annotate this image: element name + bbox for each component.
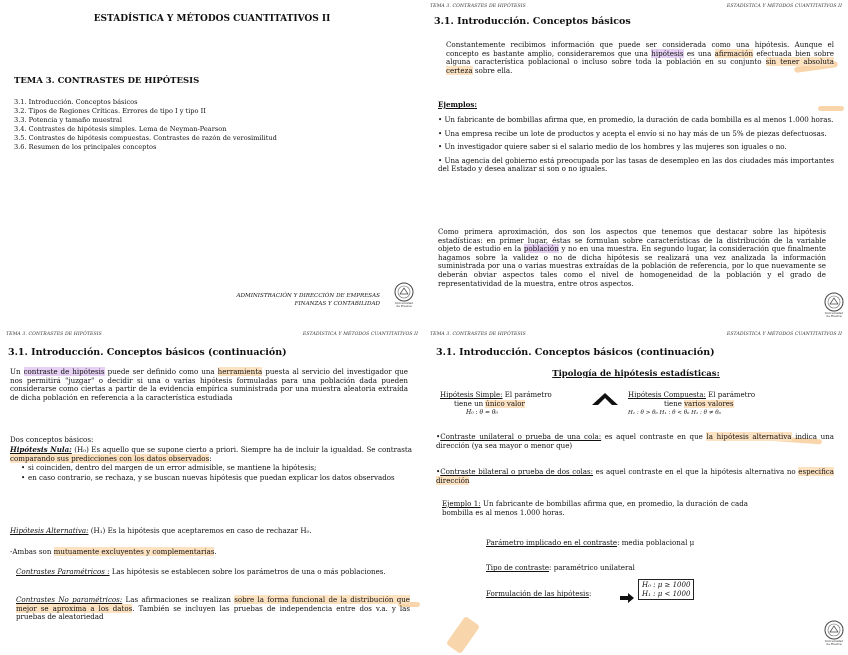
highlight-unico: único valor (485, 399, 525, 408)
slide-title: 3.1. Introducción. Conceptos básicos (continuación) (8, 347, 287, 358)
parametro-line: Parámetro implicado en el contraste: media poblacional μ (486, 538, 695, 547)
course-title: ESTADÍSTICA Y MÉTODOS CUANTITATIVOS II (93, 14, 331, 24)
footer-line-2: FINANZAS Y CONTABILIDAD (294, 301, 380, 307)
table-of-contents (14, 98, 277, 152)
header-right: ESTADÍSTICA Y MÉTODOS CUANTITATIVOS II (726, 332, 842, 337)
example-1: Ejemplo 1: Un fabricante de bombillas afirma que, en promedio, la duración de cada bombilla es al menos 1.000 horas. (442, 499, 748, 517)
slide-1-cover (0, 0, 424, 327)
intro-text: es una (683, 48, 715, 58)
dos-conceptos: Dos conceptos básicos: (10, 435, 94, 444)
right-arrow-icon (620, 588, 634, 607)
intro-paragraph (446, 41, 834, 75)
h0-formula: H₀ : μ ≥ 1000 (642, 581, 691, 589)
slide-2-intro (424, 0, 848, 327)
ambas-note: -Ambas son mutuamente excluyentes y complementarias. (10, 547, 217, 556)
simple-hypothesis: Hipótesis Simple: El parámetro tiene un único valor H₀ : θ = θ₀ (440, 391, 552, 417)
toc-item[interactable]: 3.3. Potencia y tamaño muestral (14, 116, 122, 124)
topic-title: TEMA 3. CONTRASTES DE HIPÓTESIS (14, 76, 200, 86)
examples-label: Ejemplos: (438, 100, 477, 109)
alt-label: Hipótesis Alternativa: (10, 526, 89, 535)
toc-item[interactable]: 3.1. Introducción. Conceptos básicos (14, 98, 138, 106)
noparam-label: Contrastes No paramétricos: (16, 595, 123, 604)
bilateral-definition: •Contraste bilateral o prueba de dos colas: es aquel contraste en el que la hipótesis alternativa no especifica dirección (436, 467, 835, 485)
list-item: • en caso contrario, se rechaza, y se buscan nuevas hipótesis que puedan explicar los datos observados (20, 474, 412, 483)
closing-paragraph: Como primera aproximación, dos son los aspectos que tenemos que destacar sobre las hipótesis estadísticas: en primer lugar, éstas se formulan sobre características de la distribución de la variable objeto de estudio en la población y no en una muestra. En segundo lugar, la consideración que finalmente hagamos sobre la validez o no de dicha hipótesis se realizará una vez analizada la información suministrada por una o varias muestras extraídas de la población de referencia, por lo que nuevamente se deberán obviar aspectos tales como el nivel de homogeneidad de la población y el grado de representatividad de la muestra, entre otros aspectos. (438, 227, 826, 288)
highlight-alternativa: la hipótesis alternativa (706, 432, 792, 441)
highlight-afirmacion: afirmación (714, 48, 754, 58)
composite-label: Hipótesis Compuesta: (628, 391, 706, 399)
definition-paragraph: Un contraste de hipótesis puede ser definido como una herramienta puesta al servicio del investigador que nos permitirá "juzgar" o decidir si una o varias hipótesis formuladas para una población dada pueden considerarse como ciertas a partir de la evidencia empírica suministrada por una muestra aleatoria extraída de dicha población en referencia a la característica estudiada (10, 367, 408, 402)
intro-text: Constantemente recibimos información que puede ser considerada como una hipótesis. Aunque el concepto es bastante amplio, consideraremos que una (446, 40, 834, 58)
example-item: • Un fabricante de bombillas afirma que, en promedio, la duración de cada bombilla es al menos 1.000 horas. (438, 115, 834, 124)
null-label: Hipótesis Nula: (10, 445, 72, 454)
highlight-comparando: comparando sus predicciones con los datos observados (10, 453, 210, 463)
nonparametric-tests: Contrastes No paramétricos: Las afirmaciones se realizan sobre la forma funcional de la distribución que mejor se aproxima a los datos. También se incluyen las pruebas de independencia entre dos v.a. y las pruebas de aleatoriedad (16, 595, 411, 622)
highlight-hipotesis: hipótesis (651, 48, 684, 58)
example-item: • Un investigador quiere saber si el salario medio de los hombres y las mujeres son iguales o no. (438, 142, 787, 152)
param-label: Contrastes Paramétricos : (16, 567, 110, 576)
composite-formulas: H₁ : θ > θ₀ H₁ : θ < θ₀ H₁ : θ ≠ θ₀ (628, 410, 721, 417)
seal-text: Universidad de Huelva (824, 639, 844, 647)
intro-text: sobre ella. (472, 65, 513, 75)
simple-label: Hipótesis Simple: (440, 391, 503, 399)
footer-line-1: ADMINISTRACIÓN Y DIRECCIÓN DE EMPRESAS (236, 293, 380, 299)
alt-hypothesis: Hipótesis Alternativa: (H₁) Es la hipótesis que aceptaremos en caso de rechazar H₀. (10, 526, 312, 535)
bilateral-label: Contraste bilateral o prueba de dos colas: (440, 467, 594, 476)
highlight-poblacion: población (523, 244, 559, 254)
double-arrow-icon (590, 391, 620, 411)
highlight-excluyentes: mutuamente excluyentes y complementarias (53, 547, 215, 556)
header-left: TEMA 3. CONTRASTES DE HIPÓTESIS (430, 4, 526, 9)
highlight-sin-certeza: sin tener absoluta certeza (446, 57, 834, 75)
example-item: • Una empresa recibe un lote de productos y acepta el envío si no hay más de un 5% de piezas defectuosas. (438, 128, 827, 138)
slide-4-tipologia (424, 328, 848, 655)
intro-text: efectuada bien sobre alguna característica poblacional o incluso sobre toda la población en su conjunto (446, 48, 834, 67)
university-seal-icon (824, 620, 844, 647)
header-right: ESTADÍSTICA Y MÉTODOS CUANTITATIVOS II (302, 332, 418, 337)
slide-title: 3.1. Introducción. Conceptos básicos (434, 16, 631, 27)
parametric-tests: Contrastes Paramétricos : Las hipótesis se establecen sobre los parámetros de una o más poblaciones. (16, 567, 386, 576)
seal-text: Universidad de Huelva (824, 311, 844, 319)
highlight-varios: varios valores (684, 399, 734, 408)
highlight-forma-funcional: sobre la forma funcional de la distribución que mejor se aproxima a los datos (16, 595, 411, 613)
toc-item[interactable]: 3.2. Tipos de Regiones Críticas. Errores de tipo I y tipo II (14, 107, 206, 115)
footer (236, 292, 380, 308)
university-seal-icon (394, 282, 414, 309)
example-item: • Una agencia del gobierno está preocupada por las tasas de desempleo en las dos ciudades más importantes del Estado y desea analizar si son o no iguales. (438, 155, 834, 174)
tipo-line: Tipo de contraste: paramétrico unilateral (486, 563, 635, 572)
highlight-stroke (446, 616, 480, 654)
header-left: TEMA 3. CONTRASTES DE HIPÓTESIS (6, 332, 102, 337)
unilateral-label: Contraste unilateral o prueba de una cola: (440, 432, 602, 441)
h1-formula: H₁ : μ < 1000 (642, 589, 691, 598)
university-seal-icon (824, 292, 844, 319)
composite-hypothesis: Hipótesis Compuesta: El parámetro tiene varios valores H₁ : θ > θ₀ H₁ : θ < θ₀ H₁ : θ ≠ θ₀ (628, 391, 756, 417)
hypothesis-formulas (638, 579, 694, 600)
slide-title: 3.1. Introducción. Conceptos básicos (continuación) (436, 347, 715, 358)
header-right: ESTADÍSTICA Y MÉTODOS CUANTITATIVOS II (726, 4, 842, 9)
highlight-herramienta: herramienta (217, 367, 263, 376)
toc-item[interactable]: 3.6. Resumen de los principales conceptos (14, 143, 157, 151)
toc-item[interactable]: 3.4. Contrastes de hipótesis simples. Lema de Neyman-Pearson (14, 125, 227, 133)
toc-item[interactable]: 3.5. Contrastes de hipótesis compuestas. Contrastes de razón de verosimilitud (14, 134, 277, 142)
tipologia-heading: Tipología de hipótesis estadísticas: (552, 369, 720, 379)
examples-list (438, 116, 834, 174)
simple-formula: H₀ : θ = θ₀ (466, 409, 498, 417)
null-hypothesis: Hipótesis Nula: (H₀) Es aquello que se supone cierto a priori. Siempre ha de incluir la igualdad. Se contrasta comparando sus predicciones con los datos observados: • si coinciden, dentro del margen de un error admisible, se mantiene la hipótesis; • en caso contrario, se rechaza, y se buscan nuevas hipótesis que puedan explicar los datos observados (10, 446, 412, 483)
formulacion-line: Formulación de las hipótesis: (486, 589, 592, 598)
list-item: • si coinciden, dentro del margen de un error admisible, se mantiene la hipótesis; (20, 464, 412, 473)
seal-text: Universidad de Huelva (394, 301, 414, 309)
header-left: TEMA 3. CONTRASTES DE HIPÓTESIS (430, 332, 526, 337)
unilateral-definition: •Contraste unilateral o prueba de una cola: es aquel contraste en que la hipótesis alternativa indica una dirección (ya sea mayor o menor que) (436, 432, 834, 450)
slide-3-contraste (0, 328, 424, 655)
hypothesis-box (638, 579, 694, 600)
example-label: Ejemplo 1: (442, 499, 481, 508)
highlight-contraste: contraste de hipótesis (23, 367, 105, 376)
highlight-especifica: especifica dirección (436, 467, 835, 485)
